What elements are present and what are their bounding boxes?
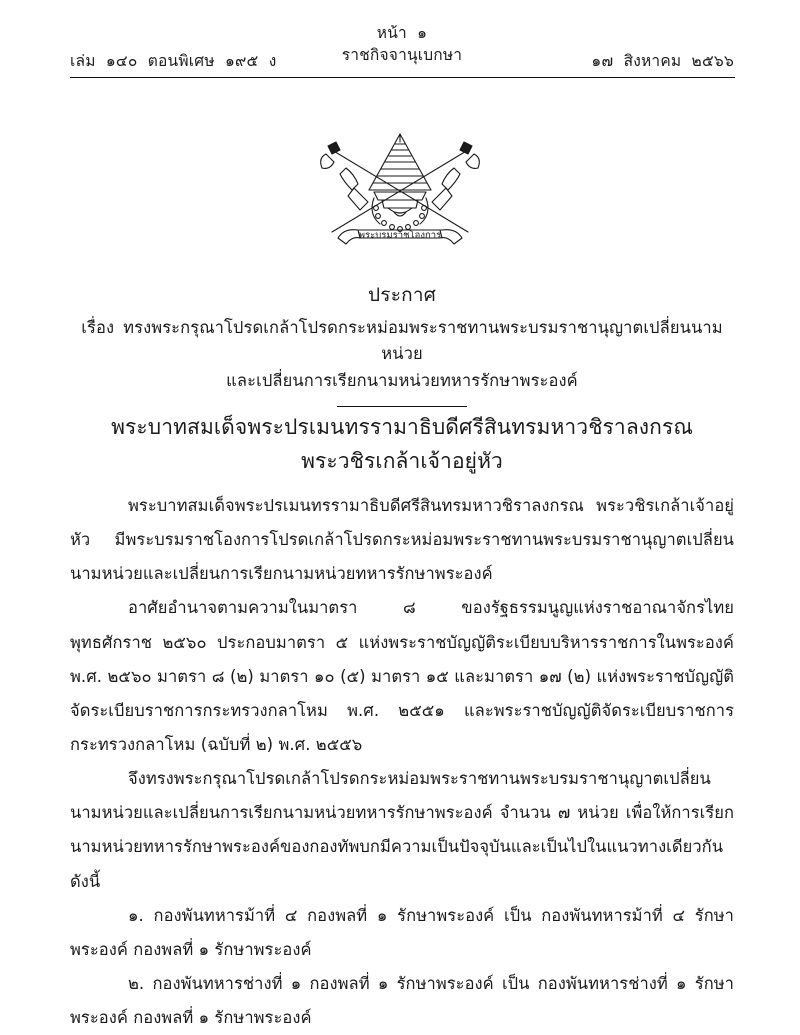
body-paragraph: จึงทรงพระกรุณาโปรดเกล้าโปรดกระหม่อมพระราชทานพระบรมราชานุญาตเปลี่ยนนามหน่วยและเปลี่ยนการเรียกนามหน่วยทหารรักษาพระองค์ จำนวน ๗ หน่วย เพื่อให้การเรียกนามหน่วยทหารรักษาพระองค์ของกองทัพบกมีความเป็นปัจจุบันและเป็นไปในแนวทางเดียวกัน ดังนี้ [70, 769, 734, 891]
list-item: ๑. กองพันทหารม้าที่ ๔ กองพลที่ ๑ รักษาพระองค์ เป็น กองพันทหารม้าที่ ๔ รักษาพระองค์ กองพลที่ ๑ รักษาพระองค์ [70, 905, 734, 959]
subject-label: เรื่อง [81, 317, 115, 337]
page-masthead [70, 22, 734, 74]
masthead-divider [70, 77, 735, 78]
document-subject [70, 315, 734, 395]
subject-line-2: และเปลี่ยนการเรียกนามหน่วยทหารรักษาพระองค์ [226, 370, 578, 390]
list-item: ๒. กองพันทหารช่างที่ ๑ กองพลที่ ๑ รักษาพระองค์ เป็น กองพันทหารช่างที่ ๑ รักษาพระองค์ กองพลที่ ๑ รักษาพระองค์ [70, 973, 734, 1028]
title-block [70, 281, 734, 407]
body-text-container [70, 489, 734, 1035]
body-paragraph: พระบาทสมเด็จพระปรเมนทรรามาธิบดีศรีสินทรมหาวชิราลงกรณ พระวชิรเกล้าเจ้าอยู่หัว มีพระบรมราชโองการโปรดเกล้าโปรดกระหม่อมพระราชทานพระบรมราชานุญาตเปลี่ยนนามหน่วยและเปลี่ยนการเรียกนามหน่วยทหารรักษาพระองค์ [70, 496, 734, 584]
royal-name-line-2: พระวชิรเกล้าเจ้าอยู่หัว [301, 449, 503, 474]
subject-line-1: ทรงพระกรุณาโปรดเกล้าโปรดกระหม่อมพระราชทานพระบรมราชานุญาตเปลี่ยนนามหน่วย [123, 317, 723, 364]
royal-command-emblem-icon [302, 128, 498, 256]
royal-name-block [70, 410, 734, 478]
title-divider-container [70, 406, 734, 407]
emblem-ribbon-text: พระบรมราชโองการ [358, 230, 442, 241]
volume-issue-label: เล่ม ๑๔๐ ตอนพิเศษ ๑๙๕ ง [70, 52, 277, 70]
publication-date-label: ๑๗ สิงหาคม ๒๕๖๖ [591, 52, 734, 70]
publication-title: ราชกิจจานุเบกษา [341, 46, 463, 65]
royal-name-line-1: พระบาทสมเด็จพระปรเมนทรรามาธิบดีศรีสินทรมหาวชิราลงกรณ [111, 415, 693, 439]
body-paragraph: อาศัยอำนาจตามความในมาตรา ๘ ของรัฐธรรมนูญแห่งราชอาณาจักรไทย พุทธศักราช ๒๕๖๐ ประกอบมาตรา ๕ แห่งพระราชบัญญัติระเบียบบริหารราชการในพระองค์ พ.ศ. ๒๕๖๐ มาตรา ๘ (๒) มาตรา ๑๐ (๕) มาตรา ๑๕ และมาตรา ๑๗ (๒) แห่งพระราชบัญญัติจัดระเบียบราชการกระทรวงกลาโหม พ.ศ. ๒๕๕๑ และพระราชบัญญัติจัดระเบียบราชการกระทรวงกลาโหม (ฉบับที่ ๒) พ.ศ. ๒๕๕๖ [70, 598, 734, 754]
document-type-heading: ประกาศ [368, 284, 436, 306]
page-number-label: หน้า ๑ [376, 24, 428, 42]
emblem-container [0, 128, 800, 256]
title-divider [337, 406, 467, 407]
